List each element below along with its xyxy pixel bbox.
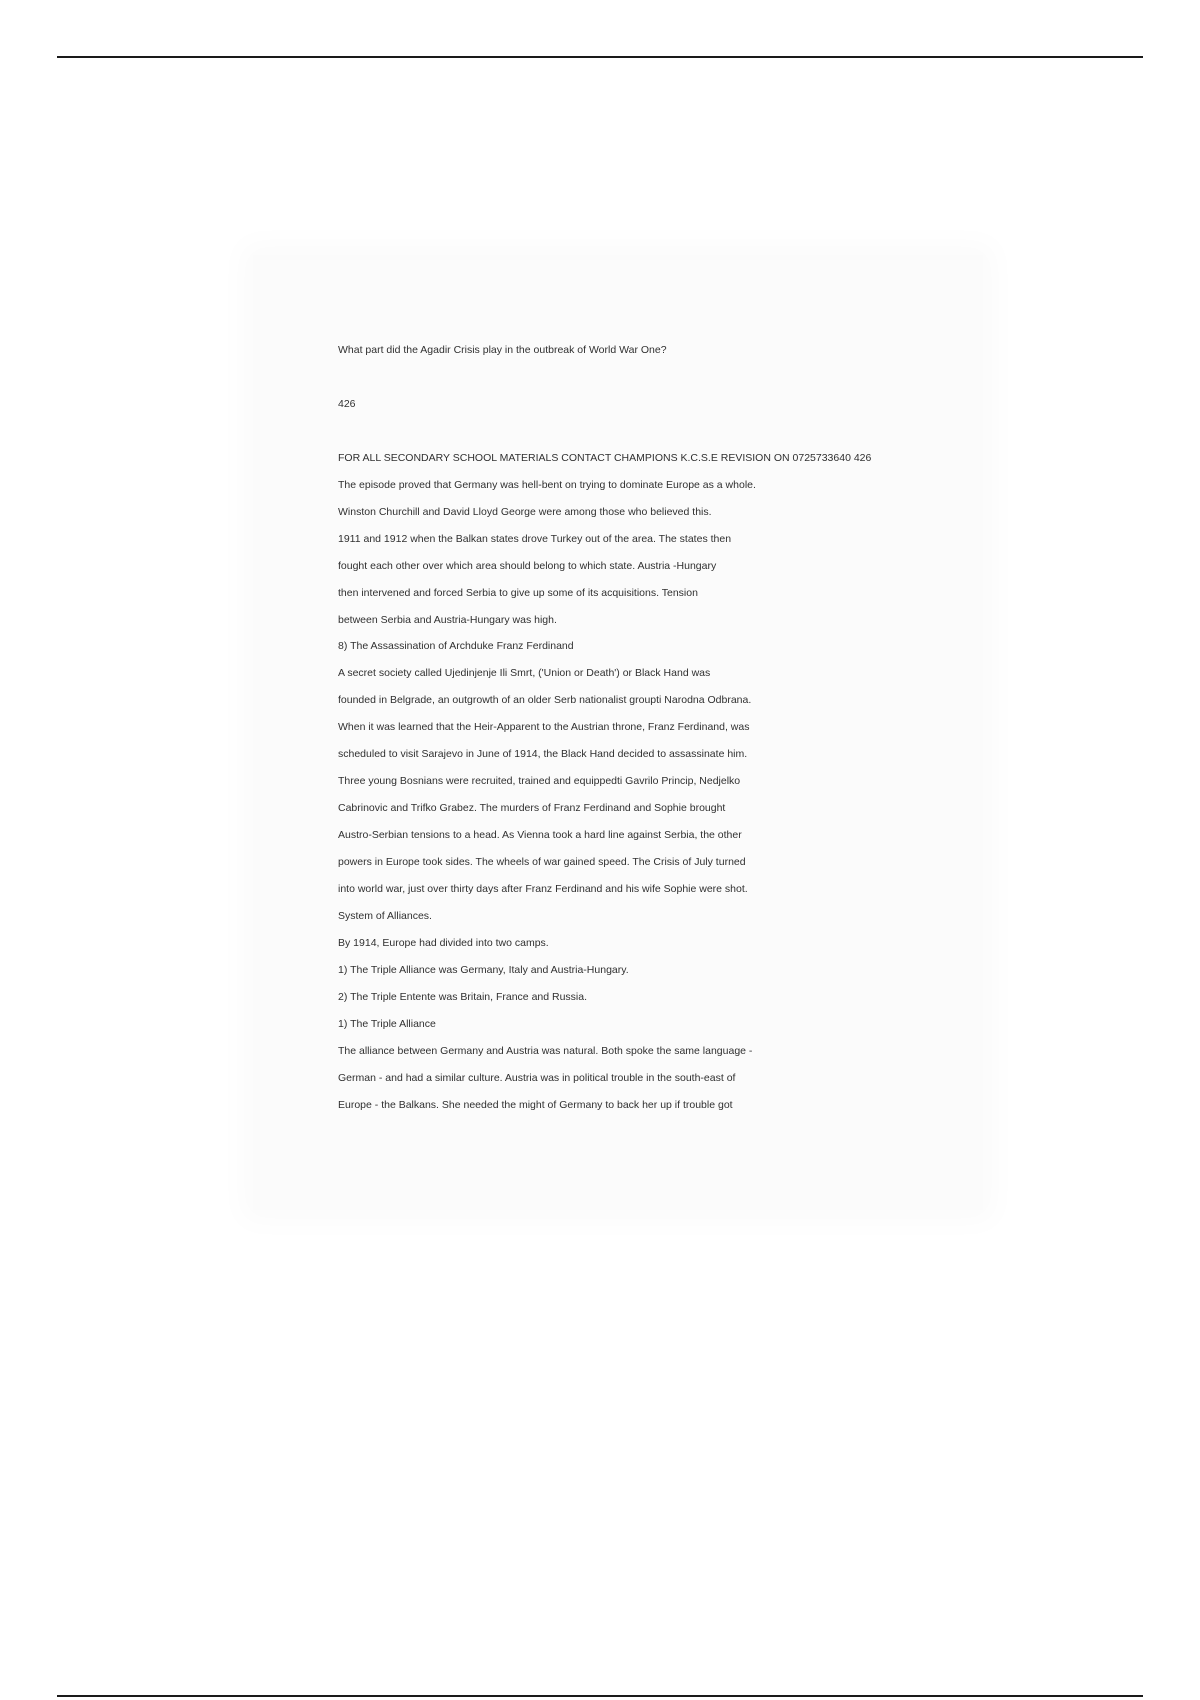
text-line: German - and had a similar culture. Austria was in political trouble in the south-east of <box>338 1072 736 1084</box>
bottom-rule <box>57 1695 1143 1697</box>
text-line: 1911 and 1912 when the Balkan states drove Turkey out of the area. The states then <box>338 533 732 545</box>
text-line: between Serbia and Austria-Hungary was high. <box>338 614 557 626</box>
list-item: 2) The Triple Entente was Britain, France and Russia. <box>338 991 588 1003</box>
text-line: into world war, just over thirty days after Franz Ferdinand and his wife Sophie were shot. <box>338 883 748 895</box>
text-line: When it was learned that the Heir-Apparent to the Austrian throne, Franz Ferdinand, was <box>338 721 750 733</box>
text-line: powers in Europe took sides. The wheels of war gained speed. The Crisis of July turned <box>338 856 746 868</box>
text-line: The episode proved that Germany was hell-bent on trying to dominate Europe as a whole. <box>338 479 756 491</box>
text-line: fought each other over which area should belong to which state. Austria -Hungary <box>338 560 717 572</box>
question-heading: What part did the Agadir Crisis play in the outbreak of World War One? <box>338 344 667 356</box>
text-line: Austro-Serbian tensions to a head. As Vienna took a hard line against Serbia, the other <box>338 829 742 841</box>
text-line: Winston Churchill and David Lloyd George were among those who believed this. <box>338 506 712 518</box>
text-line: By 1914, Europe had divided into two camps. <box>338 937 549 949</box>
section-heading: 8) The Assassination of Archduke Franz Ferdinand <box>338 640 574 652</box>
text-line: founded in Belgrade, an outgrowth of an older Serb nationalist groupti Narodna Odbrana. <box>338 694 752 706</box>
list-item: 1) The Triple Alliance was Germany, Italy and Austria-Hungary. <box>338 964 629 976</box>
text-line: Three young Bosnians were recruited, trained and equippedti Gavrilo Princip, Nedjelko <box>338 775 741 787</box>
section-heading: System of Alliances. <box>338 910 432 922</box>
text-line: then intervened and forced Serbia to give up some of its acquisitions. Tension <box>338 587 698 599</box>
text-line: The alliance between Germany and Austria was natural. Both spoke the same language - <box>338 1045 753 1057</box>
text-line: FOR ALL SECONDARY SCHOOL MATERIALS CONTACT CHAMPIONS K.C.S.E REVISION ON 0725733640 426 <box>338 452 872 464</box>
top-rule <box>57 56 1143 58</box>
text-line: Europe - the Balkans. She needed the might of Germany to back her up if trouble got <box>338 1099 733 1111</box>
text-line: scheduled to visit Sarajevo in June of 1914, the Black Hand decided to assassinate him. <box>338 748 748 760</box>
section-heading: 1) The Triple Alliance <box>338 1018 436 1030</box>
text-line: Cabrinovic and Trifko Grabez. The murders of Franz Ferdinand and Sophie brought <box>338 802 726 814</box>
page-number: 426 <box>338 398 356 410</box>
text-line: A secret society called Ujedinjenje Ili Smrt, ('Union or Death') or Black Hand was <box>338 667 711 679</box>
